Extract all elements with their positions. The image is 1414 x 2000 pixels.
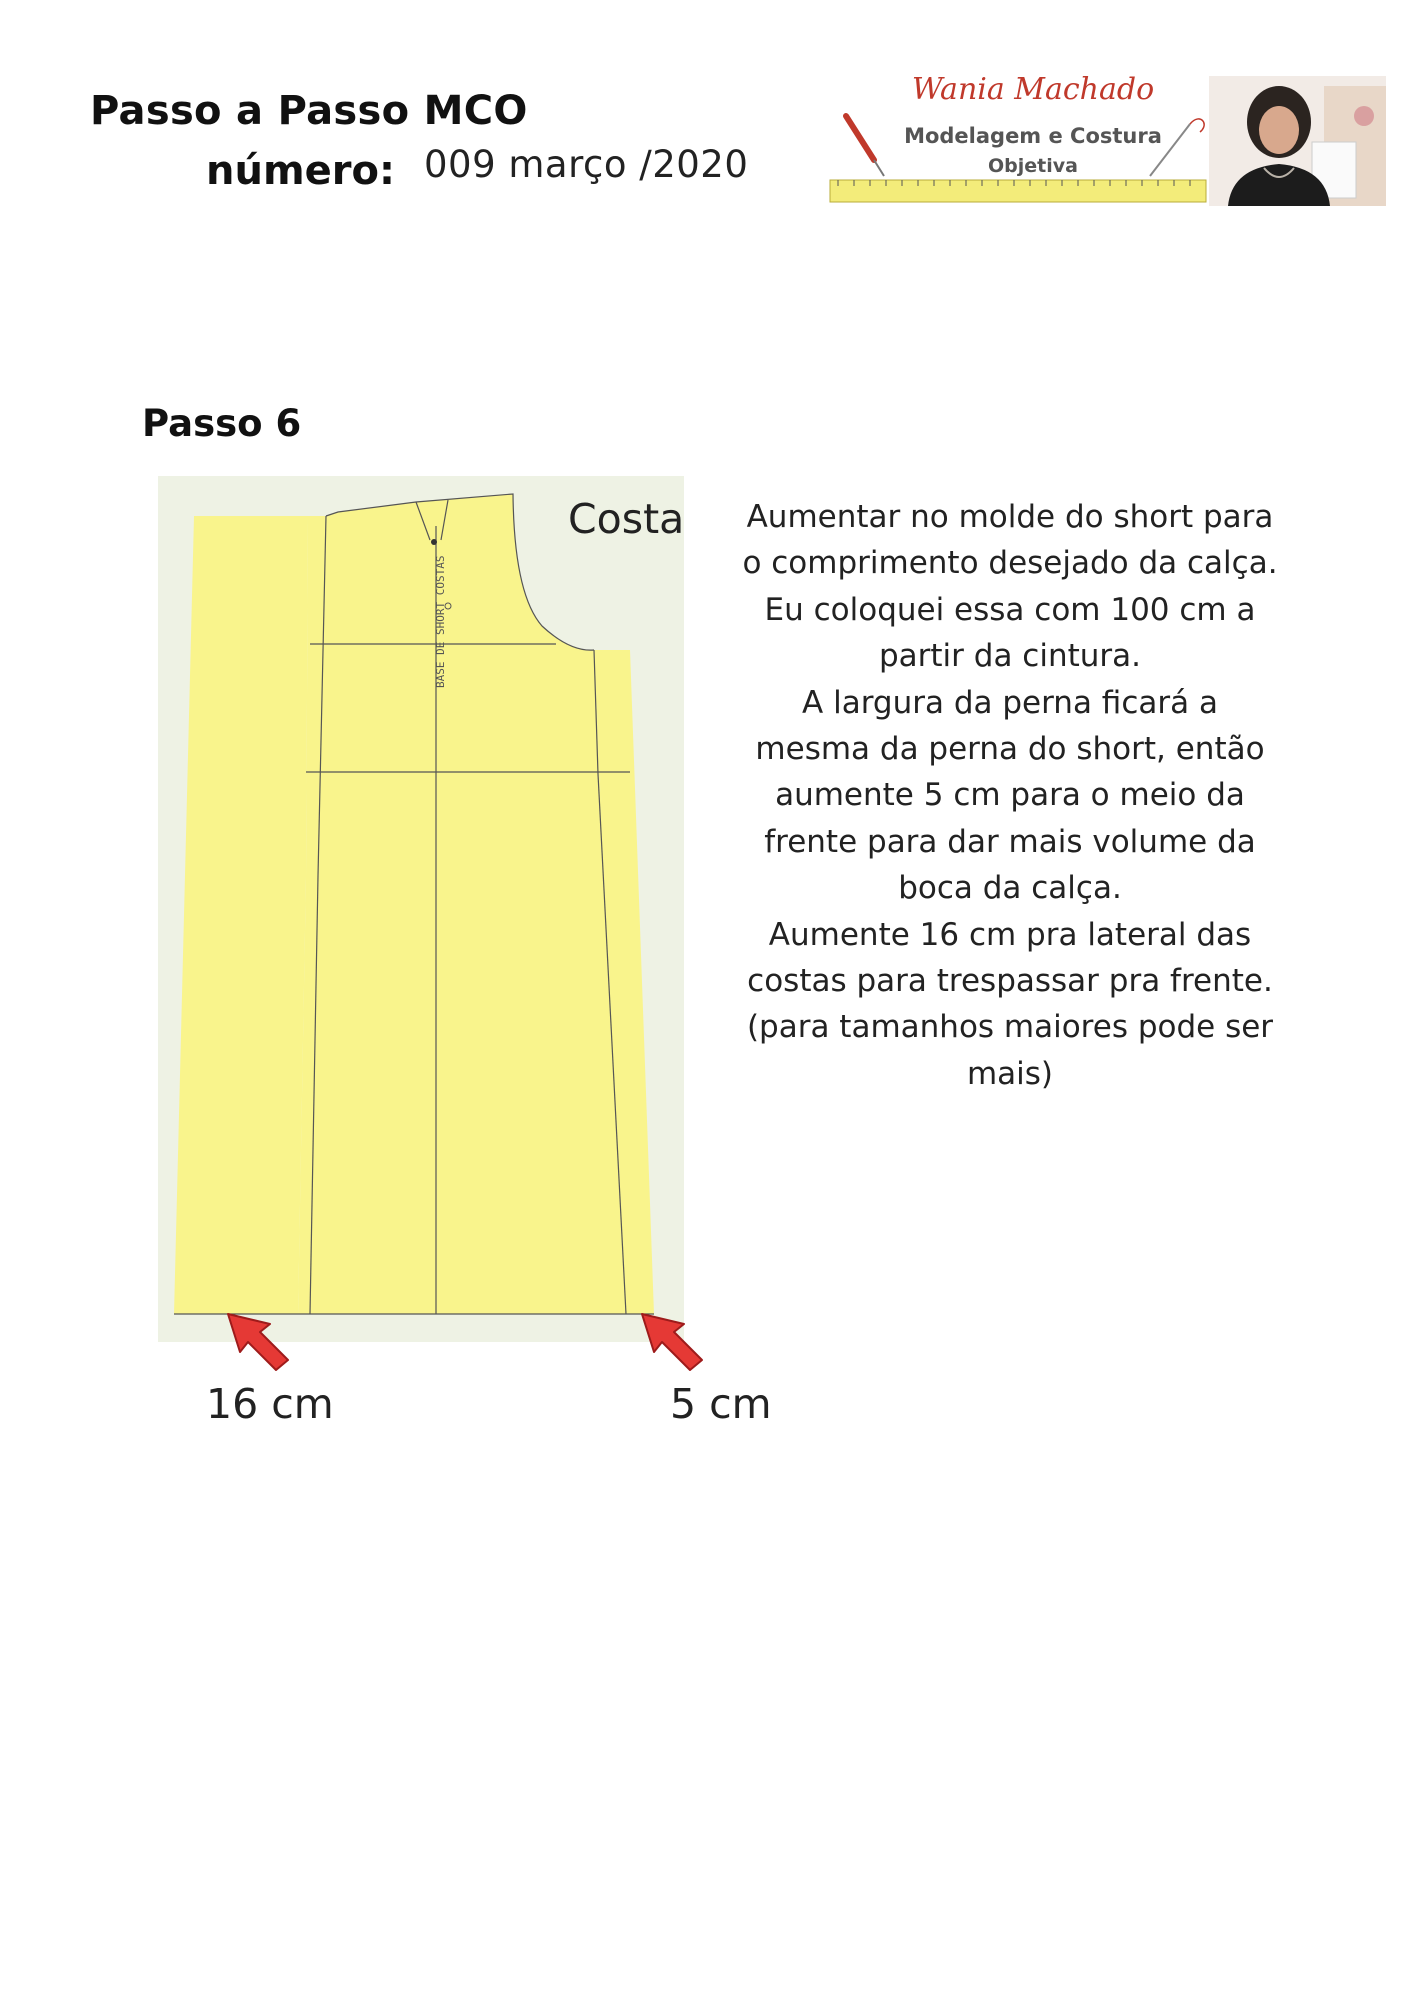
number-label: número: (206, 148, 395, 194)
pattern-image (158, 476, 684, 1342)
pattern-inner-text: BASE DE SHORT COSTAS (434, 555, 447, 688)
arrow-left-icon (224, 1310, 294, 1372)
label-5cm: 5 cm (670, 1380, 772, 1428)
description-paragraph-2: A largura da perna ficará a mesma da perna do short, então aumente 5 cm para o meio da frente para dar mais volume da boca da calça. (755, 684, 1265, 907)
label-16cm: 16 cm (206, 1380, 334, 1428)
logo-name: Wania Machado (911, 72, 1155, 107)
brand-logo (824, 72, 1386, 206)
step-title: Passo 6 (142, 402, 302, 445)
description-paragraph-1: Aumentar no molde do short para o comprimento desejado da calça. Eu coloquei essa com 100 cm a partir da cintura. (742, 499, 1278, 675)
arrow-right-icon (638, 1310, 708, 1372)
logo-line1: Modelagem e Costura (904, 124, 1162, 148)
logo-line2: Objetiva (988, 155, 1078, 177)
document-title: Passo a Passo MCO (90, 88, 528, 134)
pattern-label: Costa (568, 495, 685, 543)
extension-left (174, 516, 308, 1314)
description-paragraph-3: Aumente 16 cm pra lateral das costas para trespassar pra frente. (para tamanhos maiores pode ser mais) (746, 916, 1274, 1092)
number-date: 009 março /2020 (424, 143, 749, 186)
step-description (740, 494, 1280, 1097)
